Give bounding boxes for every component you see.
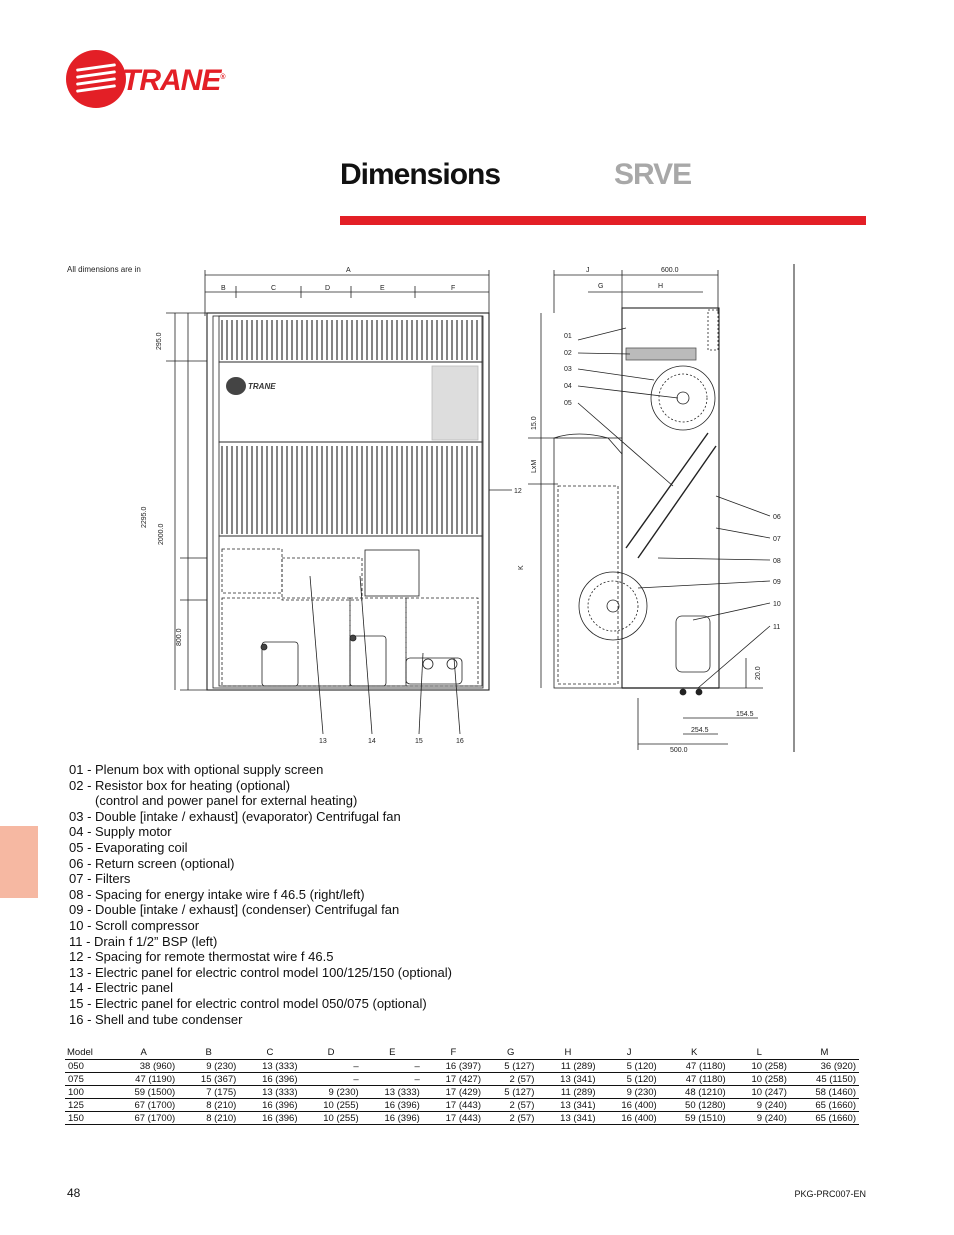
table-cell: 13 (341) bbox=[537, 1099, 598, 1112]
table-cell: 16 (397) bbox=[423, 1060, 484, 1073]
table-cell: 8 (210) bbox=[178, 1112, 239, 1125]
side-view bbox=[518, 264, 794, 754]
col-header-model: Model bbox=[65, 1046, 109, 1060]
table-cell: 5 (127) bbox=[484, 1060, 537, 1073]
legend-item: 09 - Double [intake / exhaust] (condenser) Centrifugal fan bbox=[69, 902, 400, 918]
legend-item: (control and power panel for external heating) bbox=[95, 793, 358, 809]
table-cell: 17 (443) bbox=[423, 1099, 484, 1112]
table-cell: 2 (57) bbox=[484, 1112, 537, 1125]
callout-07: 07 bbox=[773, 536, 781, 543]
document-code: PKG-PRC007-EN bbox=[794, 1189, 866, 1199]
table-cell: 15 (367) bbox=[178, 1073, 239, 1086]
callout-14: 14 bbox=[368, 738, 376, 745]
legend-item: 14 - Electric panel bbox=[69, 980, 174, 996]
table-cell: 36 (920) bbox=[790, 1060, 859, 1073]
table-cell: – bbox=[300, 1073, 361, 1086]
dim-254-5: 254.5 bbox=[691, 727, 709, 734]
dim-2000: 2000.0 bbox=[158, 523, 165, 545]
table-cell: 5 (120) bbox=[599, 1060, 660, 1073]
callout-09: 09 bbox=[773, 579, 781, 586]
table-cell: 16 (396) bbox=[239, 1112, 300, 1125]
table-header-row bbox=[65, 1046, 859, 1060]
table-cell: – bbox=[300, 1060, 361, 1073]
callout-16: 16 bbox=[456, 738, 464, 745]
table-cell: 13 (333) bbox=[362, 1086, 423, 1099]
table-row bbox=[65, 1112, 859, 1125]
dim-15: 15.0 bbox=[531, 416, 538, 430]
table-cell: 9 (240) bbox=[729, 1112, 790, 1125]
table-cell: 13 (333) bbox=[239, 1086, 300, 1099]
legend-item: 02 - Resistor box for heating (optional) bbox=[69, 777, 291, 793]
table-cell: 38 (960) bbox=[109, 1060, 178, 1073]
dim-label-j: J bbox=[586, 267, 590, 274]
col-header-g: G bbox=[484, 1046, 537, 1060]
col-header-h: H bbox=[537, 1046, 598, 1060]
callout-01: 01 bbox=[564, 333, 572, 340]
table-cell: 10 (247) bbox=[729, 1086, 790, 1099]
col-header-e: E bbox=[362, 1046, 423, 1060]
table-cell: 17 (429) bbox=[423, 1086, 484, 1099]
legend-item: 07 - Filters bbox=[69, 871, 131, 887]
dim-154-5: 154.5 bbox=[736, 711, 754, 718]
table-cell: 47 (1180) bbox=[660, 1060, 729, 1073]
col-header-b: B bbox=[178, 1046, 239, 1060]
table-cell: 8 (210) bbox=[178, 1099, 239, 1112]
parts-legend bbox=[69, 762, 629, 1027]
table-cell: 9 (230) bbox=[300, 1086, 361, 1099]
table-cell: 9 (230) bbox=[178, 1060, 239, 1073]
table-cell: 10 (255) bbox=[300, 1112, 361, 1125]
callout-05: 05 bbox=[564, 400, 572, 407]
dim-label-c: C bbox=[271, 285, 277, 292]
table-cell: 45 (1150) bbox=[790, 1073, 859, 1086]
callout-06: 06 bbox=[773, 514, 781, 521]
callout-02: 02 bbox=[564, 350, 572, 357]
table-cell: – bbox=[362, 1060, 423, 1073]
dim-600: 600.0 bbox=[661, 267, 679, 274]
legend-item: 08 - Spacing for energy intake wire f 46.5 (right/left) bbox=[69, 886, 365, 902]
section-tab bbox=[0, 826, 38, 898]
callout-11: 11 bbox=[773, 624, 781, 631]
table-cell: 16 (400) bbox=[599, 1112, 660, 1125]
table-cell: 5 (127) bbox=[484, 1086, 537, 1099]
dim-2295: 2295.0 bbox=[141, 506, 148, 528]
dim-20: 20.0 bbox=[755, 666, 762, 680]
table-cell: 16 (396) bbox=[239, 1099, 300, 1112]
callout-12: 12 bbox=[514, 488, 522, 495]
front-view bbox=[141, 267, 522, 745]
model-name: SRVE bbox=[614, 158, 692, 191]
table-cell: 50 (1280) bbox=[660, 1099, 729, 1112]
table-cell: 16 (396) bbox=[362, 1099, 423, 1112]
table-cell: 10 (258) bbox=[729, 1060, 790, 1073]
table-cell: 59 (1500) bbox=[109, 1086, 178, 1099]
table-cell: 13 (333) bbox=[239, 1060, 300, 1073]
dim-label-b: B bbox=[221, 285, 226, 292]
table-cell: 2 (57) bbox=[484, 1099, 537, 1112]
dim-label-k: K bbox=[518, 565, 525, 570]
table-cell: 10 (255) bbox=[300, 1099, 361, 1112]
trane-logo bbox=[66, 50, 236, 110]
table-cell: 2 (57) bbox=[484, 1073, 537, 1086]
table-cell: 65 (1660) bbox=[790, 1099, 859, 1112]
legend-item: 05 - Evaporating coil bbox=[69, 839, 188, 855]
table-cell: 10 (258) bbox=[729, 1073, 790, 1086]
table-cell: 11 (289) bbox=[537, 1086, 598, 1099]
panel-trane-logo: TRANE bbox=[248, 382, 276, 391]
col-header-c: C bbox=[239, 1046, 300, 1060]
legend-item: 16 - Shell and tube condenser bbox=[69, 1011, 243, 1027]
table-cell: 7 (175) bbox=[178, 1086, 239, 1099]
table-cell: 125 bbox=[65, 1099, 109, 1112]
table-cell: 59 (1510) bbox=[660, 1112, 729, 1125]
table-cell: 58 (1460) bbox=[790, 1086, 859, 1099]
table-cell: 47 (1190) bbox=[109, 1073, 178, 1086]
col-header-l: L bbox=[729, 1046, 790, 1060]
col-header-k: K bbox=[660, 1046, 729, 1060]
table-cell: 17 (427) bbox=[423, 1073, 484, 1086]
table-cell: 150 bbox=[65, 1112, 109, 1125]
callout-15: 15 bbox=[415, 738, 423, 745]
upper-louvre bbox=[222, 320, 477, 360]
table-row bbox=[65, 1060, 859, 1073]
legend-item: 15 - Electric panel for electric control model 050/075 (optional) bbox=[69, 995, 427, 1011]
table-cell: 9 (240) bbox=[729, 1099, 790, 1112]
dim-label-a: A bbox=[346, 267, 351, 274]
col-header-m: M bbox=[790, 1046, 859, 1060]
table-row bbox=[65, 1073, 859, 1086]
table-cell: 13 (341) bbox=[537, 1073, 598, 1086]
trane-logo-circle-icon bbox=[66, 50, 126, 108]
legend-item: 06 - Return screen (optional) bbox=[69, 855, 235, 871]
table-cell: – bbox=[362, 1073, 423, 1086]
table-cell: 5 (120) bbox=[599, 1073, 660, 1086]
table-cell: 11 (289) bbox=[537, 1060, 598, 1073]
lower-louvre bbox=[222, 446, 477, 534]
table-row bbox=[65, 1099, 859, 1112]
table-cell: 16 (396) bbox=[239, 1073, 300, 1086]
table-cell: 67 (1700) bbox=[109, 1099, 178, 1112]
legend-item: 11 - Drain f 1/2” BSP (left) bbox=[69, 933, 218, 949]
units-note: All dimensions are in bbox=[67, 265, 141, 274]
col-header-f: F bbox=[423, 1046, 484, 1060]
legend-item: 10 - Scroll compressor bbox=[69, 917, 200, 933]
legend-item: 01 - Plenum box with optional supply screen bbox=[69, 762, 324, 777]
table-cell: 16 (400) bbox=[599, 1099, 660, 1112]
dimensions-table bbox=[65, 1046, 859, 1125]
callout-13: 13 bbox=[319, 738, 327, 745]
dim-label-g: G bbox=[598, 283, 604, 290]
col-header-d: D bbox=[300, 1046, 361, 1060]
callout-03: 03 bbox=[564, 366, 572, 373]
legend-item: 03 - Double [intake / exhaust] (evaporator) Centrifugal fan bbox=[69, 808, 401, 824]
legend-item: 13 - Electric panel for electric control model 100/125/150 (optional) bbox=[69, 964, 452, 980]
callout-10: 10 bbox=[773, 601, 781, 608]
title-divider bbox=[340, 216, 866, 225]
table-cell: 17 (443) bbox=[423, 1112, 484, 1125]
dim-label-f: F bbox=[451, 285, 456, 292]
callout-04: 04 bbox=[564, 383, 572, 390]
table-cell: 075 bbox=[65, 1073, 109, 1086]
dim-label-d: D bbox=[325, 285, 331, 292]
dim-lxm: LxM bbox=[531, 459, 538, 473]
table-cell: 65 (1660) bbox=[790, 1112, 859, 1125]
table-cell: 050 bbox=[65, 1060, 109, 1073]
table-cell: 47 (1180) bbox=[660, 1073, 729, 1086]
dim-label-h: H bbox=[658, 283, 664, 290]
legend-item: 12 - Spacing for remote thermostat wire f 46.5 bbox=[69, 949, 334, 965]
trane-logo-wordmark: TRANE® bbox=[122, 64, 225, 97]
dim-500: 500.0 bbox=[670, 747, 688, 754]
col-header-j: J bbox=[599, 1046, 660, 1060]
table-cell: 13 (341) bbox=[537, 1112, 598, 1125]
dimension-drawing bbox=[118, 258, 830, 758]
table-cell: 100 bbox=[65, 1086, 109, 1099]
dim-800: 800.0 bbox=[176, 628, 183, 646]
table-cell: 48 (1210) bbox=[660, 1086, 729, 1099]
dim-label-e: E bbox=[380, 285, 385, 292]
legend-item: 04 - Supply motor bbox=[69, 824, 172, 840]
callout-08: 08 bbox=[773, 558, 781, 565]
page-number: 48 bbox=[67, 1186, 81, 1200]
table-cell: 67 (1700) bbox=[109, 1112, 178, 1125]
table-cell: 9 (230) bbox=[599, 1086, 660, 1099]
table-row bbox=[65, 1086, 859, 1099]
dim-295: 295.0 bbox=[156, 332, 163, 350]
page-title: Dimensions bbox=[340, 158, 501, 191]
table-cell: 16 (396) bbox=[362, 1112, 423, 1125]
col-header-a: A bbox=[109, 1046, 178, 1060]
